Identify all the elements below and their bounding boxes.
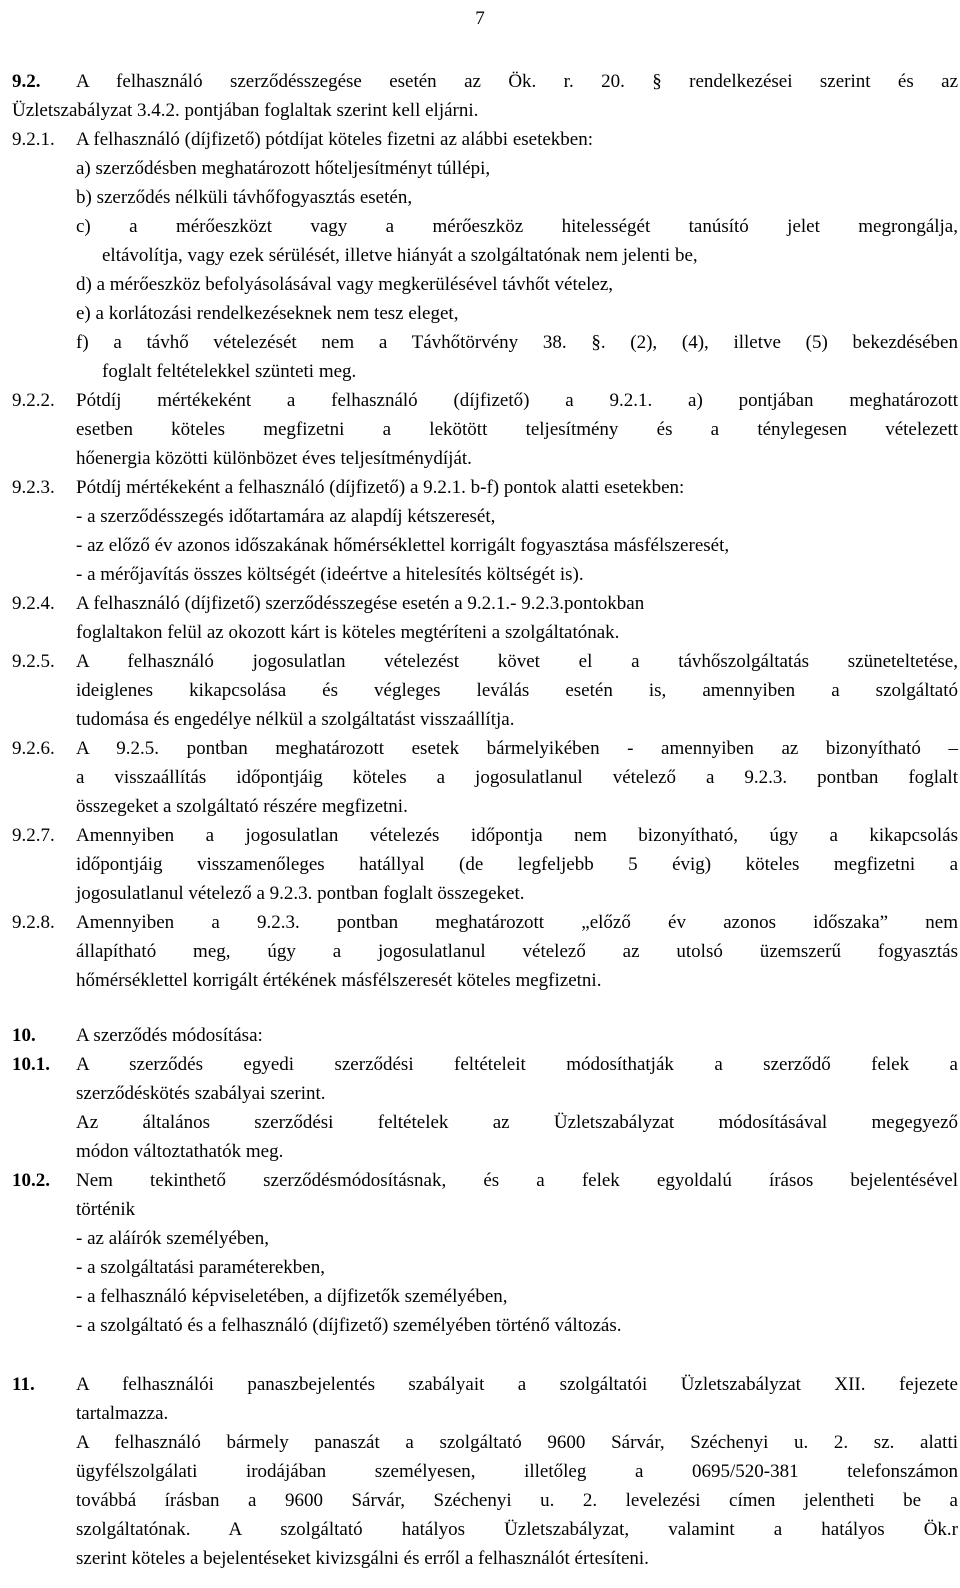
section-9-2-1 [12,125,958,386]
section-text-line: Nem tekinthető szerződésmódosításnak, és a felek egyoldalú írásos bejelentésével [76,1170,958,1191]
list-item: f) a távhő vételezését nem a Távhőtörvény 38. §. (2), (4), illetve (5) bekezdésében [76,332,958,353]
section-text-line: a visszaállítás időpontjáig köteles a jogosulatlanul vételező a 9.2.3. pontban foglalt [76,767,958,788]
section-9-2-7 [12,821,958,908]
section-text-line: Pótdíj mértékeként a felhasználó (díjfizető) a 9.2.1. a) pontjában meghatározott [76,390,958,411]
list-item-continuation: eltávolítja, vagy ezek sérülését, illetve hiányát a szolgáltatónak nem jelenti be, [102,245,698,266]
list-item: e) a korlátozási rendelkezéseknek nem tesz eleget, [76,303,459,324]
list-item: - a szolgáltató és a felhasználó (díjfizető) személyében történő változás. [76,1315,622,1336]
section-text-line: történik [76,1199,136,1220]
page-number: 7 [475,8,485,29]
list-item-continuation: foglalt feltételekkel szünteti meg. [102,361,357,382]
section-text-line: A 9.2.5. pontban meghatározott esetek bármelyikében - amennyiben az bizonyítható – [76,738,958,759]
section-number: 9.2.2. [12,390,55,411]
list-item: - a mérőjavítás összes költségét (ideértve a hitelesítés költségét is). [76,564,584,585]
section-10-1 [12,1050,958,1166]
section-9-2-8 [12,908,958,995]
section-9-2 [12,67,958,96]
section-text-line: Az általános szerződési feltételek az Üzletszabályzat módosításával megegyező [76,1112,958,1133]
section-number: 9.2.8. [12,912,55,933]
section-text-line: hőenergia közötti különbözet éves teljesítménydíját. [76,448,472,469]
section-text-line: jogosulatlanul vételező a 9.2.3. pontban foglalt összegeket. [76,883,525,904]
section-text-line: Pótdíj mértékeként a felhasználó (díjfizető) a 9.2.1. b-f) pontok alatti esetekben: [76,477,685,498]
section-text-line: tudomása és engedélye nélkül a szolgáltatást visszaállítja. [76,709,515,730]
section-text-line: A felhasználó (díjfizető) szerződésszegése esetén a 9.2.1.- 9.2.3.pontokban [76,593,645,614]
section-text-line: ideiglenes kikapcsolása és végleges leválás esetén is, amennyiben a szolgáltató [76,680,958,701]
spacer [12,1340,958,1370]
document-body [12,67,958,1573]
section-text-line: tartalmazza. [76,1403,169,1424]
section-text-line: Amennyiben a jogosulatlan vételezés időpontja nem bizonyítható, úgy a kikapcsolás [76,825,958,846]
list-item: a) szerződésben meghatározott hőteljesítményt túllépi, [76,158,491,179]
section-text-line: A felhasználó bármely panaszát a szolgáltató 9600 Sárvár, Széchenyi u. 2. sz. alatti [76,1432,958,1453]
section-text-line: ügyfélszolgálati irodájában személyesen, illetőleg a 0695/520-381 telefonszámon [76,1461,958,1482]
section-text-line: állapítható meg, úgy a jogosulatlanul vételező az utolsó üzemszerű fogyasztás [76,941,958,962]
section-9-2-2 [12,386,958,473]
section-text-line: szerződéskötés szabályai szerint. [76,1083,326,1104]
list-item: - a szolgáltatási paraméterekben, [76,1257,325,1278]
section-number: 10. [12,1025,36,1046]
section-9-2-5 [12,647,958,734]
section-number: 9.2. [12,71,41,92]
section-10 [12,1021,958,1050]
section-text-line: A felhasználó jogosulatlan vételezést követ el a távhőszolgáltatás szüneteltetése, [76,651,958,672]
section-number: 9.2.5. [12,651,55,672]
list-item: - a szerződésszegés időtartamára az alapdíj kétszeresét, [76,506,496,527]
list-item: - az aláírók személyében, [76,1228,270,1249]
section-text-line: foglaltakon felül az okozott kárt is köteles megtéríteni a szolgáltatónak. [76,622,620,643]
section-number: 9.2.1. [12,129,55,150]
section-text-line: Amennyiben a 9.2.3. pontban meghatározott „előző év azonos időszaka” nem [76,912,958,933]
section-text-line: hőmérséklettel korrigált értékének másfélszeresét köteles megfizetni. [76,970,602,991]
section-text-line: esetben köteles megfizetni a lekötött teljesítmény és a ténylegesen vételezett [76,419,958,440]
list-item: d) a mérőeszköz befolyásolásával vagy megkerülésével távhőt vételez, [76,274,614,295]
section-text-line: továbbá írásban a 9600 Sárvár, Széchenyi u. 2. levelezési címen jelentheti be a [76,1490,958,1511]
section-text-line: A felhasználói panaszbejelentés szabályait a szolgáltatói Üzletszabályzat XII. fejezete [76,1374,958,1395]
section-9-2-4 [12,589,958,647]
section-title: A szerződés módosítása: [76,1025,263,1046]
section-number: 9.2.3. [12,477,55,498]
section-10-2 [12,1166,958,1340]
section-number: 9.2.6. [12,738,55,759]
section-text-line: összegeket a szolgáltató részére megfizetni. [76,796,408,817]
section-text-line: Üzletszabályzat 3.4.2. pontjában foglaltak szerint kell eljárni. [12,100,479,121]
section-text-line: szolgáltatónak. A szolgáltató hatályos Üzletszabályzat, valamint a hatályos Ök.r [76,1519,958,1540]
section-text-line: módon változtathatók meg. [76,1141,284,1162]
section-9-2-6 [12,734,958,821]
section-text-line: A szerződés egyedi szerződési feltételeit módosíthatják a szerződő felek a [76,1054,958,1075]
list-item: c) a mérőeszközt vagy a mérőeszköz hitelességét tanúsító jelet megrongálja, [76,216,958,237]
section-9-2-3 [12,473,958,589]
section-number: 10.1. [12,1054,50,1075]
section-text-line: időpontjáig visszamenőleges hatállyal (de legfeljebb 5 évig) köteles megfizetni a [76,854,958,875]
list-item: b) szerződés nélküli távhőfogyasztás esetén, [76,187,413,208]
section-11 [12,1370,958,1573]
list-item: - a felhasználó képviseletében, a díjfizetők személyében, [76,1286,508,1307]
section-text-line: A felhasználó szerződésszegése esetén az Ök. r. 20. § rendelkezései szerint és az [76,71,958,92]
section-number: 9.2.7. [12,825,55,846]
section-number: 9.2.4. [12,593,55,614]
spacer [12,995,958,1021]
section-text-line: szerint köteles a bejelentéseket kivizsgálni és erről a felhasználót értesíteni. [76,1548,649,1569]
section-text-line: A felhasználó (díjfizető) pótdíjat köteles fizetni az alábbi esetekben: [76,129,594,150]
section-number: 11. [12,1374,35,1395]
section-number: 10.2. [12,1170,50,1191]
list-item: - az előző év azonos időszakának hőmérséklettel korrigált fogyasztása másfélszeresét, [76,535,730,556]
